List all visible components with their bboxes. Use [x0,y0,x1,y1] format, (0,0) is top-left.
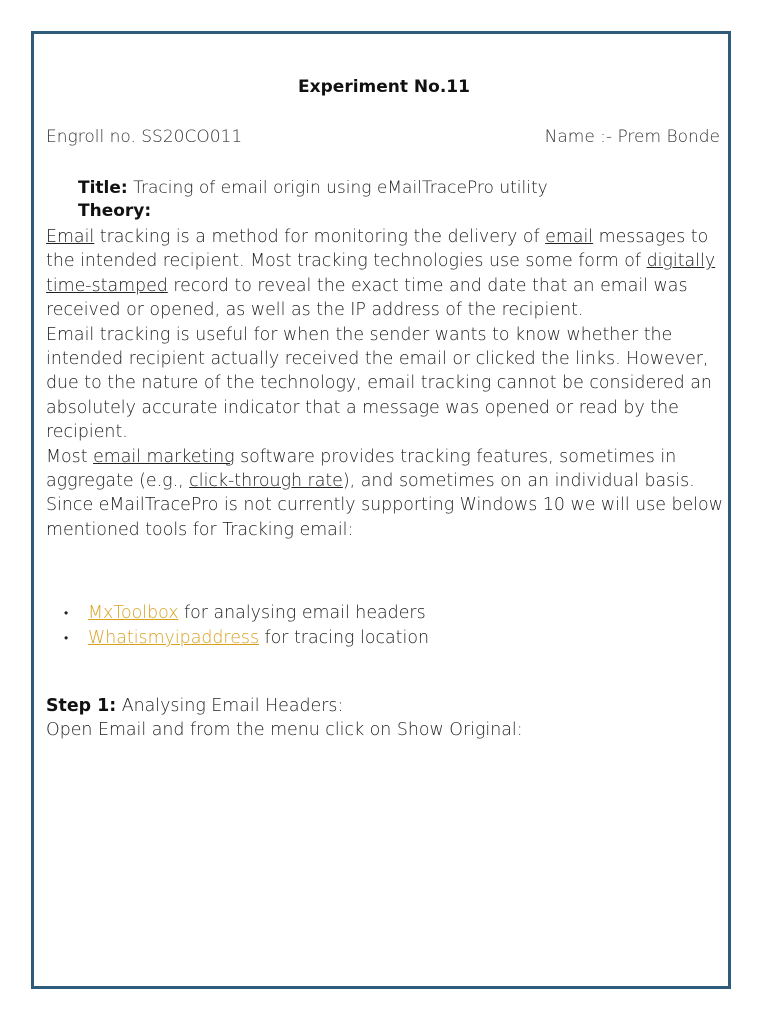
paragraph-2: Email tracking is useful for when the sender wants to know whether the intended recipient actually received the email or clicked the links. However, due to the nature of the technology, email tracking cannot be considered an absolutely accurate indicator that a message was opened or read by the recipient. [46,324,712,443]
title-text: Tracing of email origin using eMailTracePro utility [133,178,548,198]
paragraph-1: Email tracking is a method for monitoring the delivery of email messages to the intended recipient. Most tracking technologies use some form of digitally time-stamped record to reveal the exact time and date that an email was received or opened, as well as the IP address of the recipient. [46,227,716,321]
theory-heading [78,200,151,222]
list-item: • MxToolbox for analysing email headers [88,601,429,626]
link-digitally-time-stamped[interactable]: digitally time-stamped [46,251,716,296]
link-whatismyipaddress[interactable]: Whatismyipaddress [88,628,260,648]
tools-list [46,601,429,651]
theory-label: Theory: [78,201,152,221]
step-1-heading: Step 1: Analysing Email Headers: [46,696,344,716]
link-email-marketing[interactable]: email marketing [93,446,235,467]
link-email-2[interactable]: email [545,227,594,247]
list-item: • Whatismyipaddress for tracing location [88,626,429,651]
student-name: Name :- Prem Bonde [544,127,720,147]
step-1-instruction: Open Email and from the menu click on Show Original: [46,720,523,740]
experiment-title-line [78,177,548,199]
page-title: Experiment No.11 [298,77,470,97]
theory-body [46,225,736,542]
paragraph-4: Since eMailTracePro is not currently supporting Windows 10 we will use below mentioned tools for Tracking email: [46,495,723,540]
link-mxtoolbox[interactable]: MxToolbox [88,603,179,623]
link-email[interactable]: Email [46,227,95,247]
step-1 [46,694,523,742]
link-click-through-rate[interactable]: click-through rate [189,471,343,492]
paragraph-3: Most email marketing software provides tracking features, sometimes in aggregate (e.g., click-through rate), and sometimes on an individual basis. [46,446,695,492]
step-1-label: Step 1: [46,696,117,716]
meta-row [46,127,720,147]
title-label: Title: [78,178,128,198]
enrollment-number: Engroll no. SS20CO011 [46,127,243,147]
